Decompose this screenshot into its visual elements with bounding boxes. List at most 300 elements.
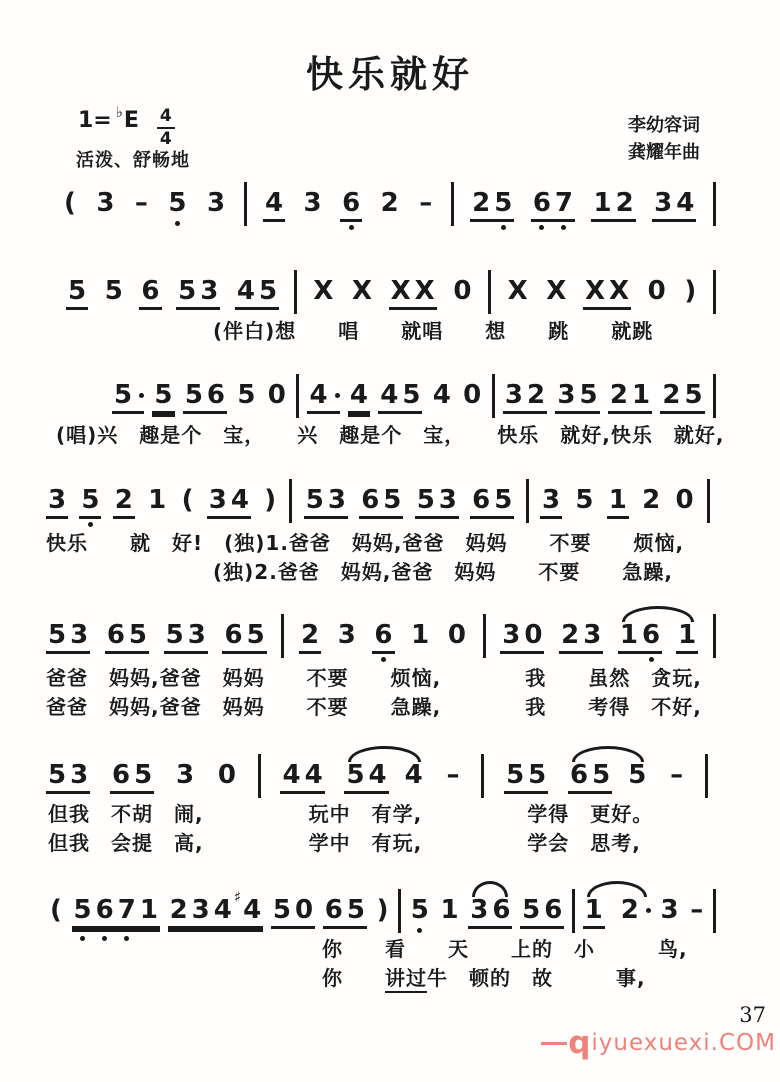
note-cell (340, 190, 362, 222)
lyric-line-verse1-b: 爸爸 妈妈,爸爸 妈妈 不要 烦恼, 我 虽然 贪玩, (46, 666, 702, 690)
note-char: 0 (647, 276, 666, 306)
note-cell (344, 762, 388, 794)
lyric-line-verse1-c: 但我 不胡 闹, 玩中 有学, 学得 更好。 (48, 802, 654, 826)
lyric-line-verse1-a: 快乐 就 好! (独)1.爸爸 妈妈,爸爸 妈妈 不要 烦恼, (46, 531, 685, 555)
note-char: 1 (584, 895, 603, 925)
key-letter: E (123, 108, 139, 133)
note-char: 2 (561, 620, 580, 650)
barline (294, 270, 297, 314)
note-char: 0 (453, 276, 472, 306)
note-char: 5 (346, 895, 365, 925)
note-char: 0 (524, 620, 543, 650)
note-cell (688, 897, 705, 926)
note-cell (263, 190, 285, 222)
note-char: 5 (165, 620, 184, 650)
lyric-line-spoken: (伴白)想 唱 就唱 想 跳 就跳 (213, 319, 654, 343)
note-char: ) (264, 485, 277, 515)
note-cell (166, 190, 188, 219)
note-char: 3 (438, 485, 457, 515)
note-char: 5 (168, 188, 187, 218)
watermark-initial: q (568, 1024, 592, 1061)
note-char: 6 (324, 895, 343, 925)
note-char: X (507, 276, 528, 306)
tie-group (568, 762, 648, 794)
note-char: 5 (528, 760, 547, 790)
note-cell (280, 762, 324, 794)
note-char: ) (684, 276, 697, 306)
note-cell (439, 897, 461, 926)
meter-numerator: 4 (157, 108, 175, 129)
note-char: – (670, 760, 684, 790)
lyric-underlined-segment: 讲过 (385, 966, 427, 993)
note-char: 0 (217, 760, 236, 790)
note-cell (470, 190, 514, 222)
note-cell (451, 278, 473, 307)
note-char: 5 (522, 895, 541, 925)
note-char: 1 (593, 188, 612, 218)
note-cell (544, 278, 568, 307)
barline (713, 374, 716, 418)
note-cell (409, 897, 431, 926)
note-cell (262, 487, 278, 516)
note-char: 5 (579, 380, 598, 410)
note-char: 5 (48, 760, 67, 790)
barline (289, 479, 292, 523)
barline (713, 182, 716, 226)
note-cell (445, 762, 462, 791)
note-cell (409, 622, 431, 651)
note-char: 3 (502, 620, 521, 650)
note-char: 1 (678, 620, 697, 650)
note-char: 1 (631, 380, 651, 410)
note-char: 5 (114, 380, 133, 410)
note-cell (299, 622, 321, 654)
note-char: 2 (662, 380, 681, 410)
note-char: – (134, 188, 148, 218)
note-char: 5 (383, 485, 402, 515)
note-char: 1 (608, 485, 627, 515)
note-char: 5 (48, 620, 67, 650)
note-char: 5 (68, 276, 87, 306)
lyric-line-sung: (唱)兴 趣是个 宝， 兴 趣是个 宝， 快乐 就好,快乐 就好, (56, 423, 725, 447)
augmentation-dot (139, 393, 144, 398)
note-char: 1 (440, 895, 459, 925)
note-char: – (446, 760, 460, 790)
note-char: 7 (554, 188, 574, 218)
barline (451, 182, 454, 226)
note-cell (470, 487, 514, 519)
note-cell (379, 190, 401, 219)
note-char: 2 (620, 895, 639, 925)
note-cell (72, 897, 160, 929)
lyric-line-verse1-d: 你 看 天 上的 小 鸟, (322, 937, 688, 961)
note-cell (113, 487, 135, 519)
note-char: 0 (447, 620, 466, 650)
barline (492, 374, 495, 418)
note-char: 5 (628, 760, 647, 790)
note-cell (46, 622, 90, 654)
note-cell (540, 487, 562, 519)
note-char: 2 (300, 620, 320, 650)
note-char: 0 (463, 380, 482, 410)
note-cell (235, 382, 257, 411)
note-char: 4 (349, 380, 368, 410)
note-cell (468, 897, 512, 929)
note-char: 3 (191, 895, 210, 925)
watermark-text: iyuexuexi.COM (591, 1030, 776, 1056)
note-char: 1 (619, 620, 639, 650)
time-signature (157, 108, 175, 148)
note-char: 3 (96, 188, 115, 218)
note-char: 2 (609, 380, 628, 410)
note-cell (378, 382, 422, 414)
note-cell (676, 622, 698, 654)
note-cell (520, 897, 564, 929)
note-cell (216, 762, 238, 791)
note-char: 4 (676, 188, 695, 218)
note-cell (403, 762, 425, 794)
note-cell (646, 278, 668, 307)
barline (707, 479, 710, 523)
note-cell (583, 278, 631, 310)
note-cell (618, 622, 662, 654)
lyric-segment: 你 (322, 966, 385, 990)
note-cell (79, 487, 101, 519)
note-cell (359, 487, 403, 519)
credits (628, 112, 700, 166)
note-cell (619, 897, 651, 929)
note-cell (461, 382, 483, 411)
note-char: 6 (472, 485, 491, 515)
tie-group (583, 897, 651, 929)
note-char: 3 (583, 620, 602, 650)
note-char: 3 (208, 485, 227, 515)
note-char: 3 (660, 895, 679, 925)
note-cell (607, 487, 629, 519)
augmentation-dot (335, 393, 340, 398)
note-char: 6 (224, 620, 243, 650)
note-cell (652, 190, 696, 222)
note-char: 5 (104, 276, 123, 306)
note-char: 5 (128, 620, 148, 650)
note-char: 3 (557, 380, 576, 410)
note-cell (504, 762, 548, 794)
note-char: 3 (303, 188, 322, 218)
barline (526, 479, 529, 523)
note-char: ( (50, 895, 62, 925)
note-char: 0 (267, 380, 286, 410)
note-char: 5 (494, 188, 513, 218)
barline (713, 889, 716, 933)
note-cell (573, 487, 595, 516)
note-cell (205, 190, 227, 219)
note-char: 2 (472, 188, 491, 218)
note-char: X (584, 276, 605, 306)
note-cell (103, 278, 125, 307)
note-cell (323, 897, 367, 929)
note-char: ( (181, 485, 194, 515)
note-cell (112, 382, 144, 414)
lyric-line-verse2-c: 但我 会提 高, 学中 有玩, 学会 思考, (48, 831, 641, 855)
page-title: 快乐就好 (306, 53, 474, 96)
tempo-marking: 活泼、舒畅地 (76, 150, 190, 171)
note-char: 4 (404, 760, 423, 790)
barline (296, 374, 299, 418)
note-char: 6 (374, 620, 393, 650)
music-line-7 (48, 888, 716, 929)
note-char: 6 (532, 188, 551, 218)
note-char: 5 (494, 485, 513, 515)
note-char: 4 (432, 380, 451, 410)
note-char: 0 (294, 895, 314, 925)
note-cell (46, 762, 90, 794)
barline (713, 270, 716, 314)
note-char: 5 (154, 380, 173, 410)
note-char: 5 (410, 895, 429, 925)
watermark-dash-icon (541, 1042, 567, 1045)
note-cell (660, 382, 704, 414)
note-cell (446, 622, 468, 651)
note-cell (674, 487, 696, 516)
note-cell (176, 278, 220, 310)
note-cell (336, 622, 358, 651)
note-cell (105, 622, 149, 654)
note-cell (626, 762, 648, 794)
note-cell (146, 487, 168, 516)
note-cell (46, 487, 68, 519)
barline (258, 754, 261, 798)
note-char: 5 (237, 380, 256, 410)
note-cell (568, 762, 612, 794)
note-char: 6 (642, 620, 661, 650)
note-cell (608, 382, 652, 414)
note-char: 3 (504, 380, 523, 410)
note-char: 4 (243, 895, 262, 925)
note-char: 1 (411, 620, 430, 650)
tie-group (618, 622, 698, 654)
note-char: 4 (213, 895, 232, 925)
note-char: 6 (206, 380, 225, 410)
note-cell (66, 278, 88, 310)
note-char: 2 (114, 485, 133, 515)
note-cell (389, 278, 437, 310)
note-cell (139, 278, 161, 310)
note-char: X (390, 276, 411, 306)
note-char: 0 (675, 485, 694, 515)
lyricist-credit: 李幼容词 (628, 115, 700, 136)
note-char: 3 (654, 188, 673, 218)
note-cell (266, 382, 288, 411)
note-cell (62, 190, 78, 219)
note-char: 3 (541, 485, 561, 515)
note-cell (133, 190, 150, 219)
note-cell (583, 897, 605, 929)
note-char: 6 (361, 485, 380, 515)
note-cell (640, 487, 662, 516)
note-char: 5 (272, 895, 291, 925)
note-char: 6 (111, 760, 131, 790)
note-char: 6 (544, 895, 563, 925)
note-cell (48, 897, 64, 926)
music-line-6 (46, 762, 708, 794)
note-char: 5 (184, 380, 203, 410)
page-number: 37 (739, 1003, 766, 1027)
note-cell (307, 382, 339, 414)
note-char: 4 (309, 380, 328, 410)
lyric-line-verse2-b: 爸爸 妈妈,爸爸 妈妈 不要 急躁, 我 考得 不好, (46, 695, 702, 719)
note-char: 5 (575, 485, 594, 515)
note-char: 2 (380, 188, 399, 218)
note-char: 5 (259, 276, 278, 306)
augmentation-dot (646, 908, 651, 913)
note-char: X (414, 276, 435, 306)
tie-group (468, 897, 512, 929)
barline (488, 270, 491, 314)
note-char: 3 (187, 620, 206, 650)
note-cell (500, 622, 544, 654)
note-char: 4 (230, 485, 249, 515)
watermark (541, 1024, 776, 1061)
composer-credit: 龚耀年曲 (628, 142, 700, 163)
note-char: 2 (642, 485, 661, 515)
note-cell (164, 622, 208, 654)
note-cell (417, 190, 434, 219)
note-char: X (546, 276, 567, 306)
note-char: 4 (264, 188, 284, 218)
barline (713, 614, 716, 658)
note-cell (222, 622, 266, 654)
note-char: 5 (81, 485, 100, 515)
note-char: X (313, 276, 334, 306)
note-char: X (351, 276, 373, 306)
note-char: X (609, 276, 630, 306)
note-char: 5 (73, 895, 92, 925)
note-char: ) (376, 895, 389, 925)
note-char: 2 (169, 895, 188, 925)
key-signature (78, 103, 175, 149)
note-cell (180, 487, 196, 516)
note-cell (168, 888, 264, 929)
note-char: 3 (337, 620, 356, 650)
note-cell (311, 278, 335, 307)
note-cell (555, 382, 599, 414)
note-cell (271, 897, 315, 929)
note-char: – (690, 895, 704, 925)
note-cell (658, 897, 680, 926)
barline (483, 614, 486, 658)
barline (705, 754, 708, 798)
note-char: 3 (206, 188, 226, 218)
music-line-3 (112, 382, 716, 414)
barline (572, 889, 575, 933)
tie-group (344, 762, 424, 794)
note-char: 1 (148, 485, 167, 515)
note-cell (531, 190, 575, 222)
note-char: 5 (684, 380, 703, 410)
note-cell (591, 190, 635, 222)
note-char: 5 (305, 485, 324, 515)
note-char: 3 (470, 895, 489, 925)
note-char: 3 (200, 276, 219, 306)
note-cell (174, 762, 196, 791)
music-line-1 (62, 190, 716, 222)
note-cell (110, 762, 154, 794)
meter-denominator: 4 (159, 129, 172, 149)
note-char: 4 (236, 276, 255, 306)
note-cell (348, 382, 370, 414)
note-char: 4 (380, 380, 399, 410)
music-line-2 (66, 278, 716, 310)
note-char: 5 (402, 380, 421, 410)
note-cell (207, 487, 251, 519)
note-cell (506, 278, 530, 307)
note-char: 6 (492, 895, 511, 925)
lyric-segment: 牛 顿的 故 事, (427, 966, 646, 990)
note-cell (94, 190, 116, 219)
note-char: 3 (48, 485, 67, 515)
note-char: 4 (282, 760, 301, 790)
sharp-icon: ♯ (233, 888, 242, 906)
music-line-4 (46, 487, 710, 519)
note-char: 1 (139, 895, 158, 925)
note-char: 5 (134, 760, 153, 790)
note-char: 5 (346, 760, 365, 790)
note-cell (350, 278, 374, 307)
note-char: 5 (178, 276, 197, 306)
barline (244, 182, 247, 226)
note-cell (668, 762, 685, 791)
note-char: 3 (70, 620, 89, 650)
note-char: – (419, 188, 433, 218)
barline (398, 889, 401, 933)
note-char: 4 (304, 760, 323, 790)
note-char: 2 (526, 380, 546, 410)
note-char: 3 (175, 760, 195, 790)
note-cell (559, 622, 603, 654)
note-char: 7 (117, 895, 136, 925)
lyric-line-verse2-a: (独)2.爸爸 妈妈,爸爸 妈妈 不要 急躁, (213, 560, 673, 584)
note-char: 2 (615, 188, 634, 218)
note-char: 5 (416, 485, 435, 515)
note-cell (503, 382, 547, 414)
note-char: 6 (570, 760, 589, 790)
note-cell (682, 278, 698, 307)
note-char: 6 (95, 895, 114, 925)
note-char: 5 (506, 760, 525, 790)
lyric-line-verse2-d (322, 962, 646, 991)
note-cell (431, 382, 453, 411)
note-cell (183, 382, 227, 414)
barline (281, 614, 284, 658)
note-char: 5 (246, 620, 265, 650)
note-char: ( (64, 188, 76, 218)
note-cell (375, 897, 391, 926)
note-char: 5 (592, 760, 611, 790)
note-cell (152, 382, 174, 414)
note-char: 6 (342, 188, 361, 218)
note-char: 3 (327, 485, 346, 515)
note-char: 6 (106, 620, 125, 650)
music-line-5 (46, 622, 716, 654)
barline (481, 754, 484, 798)
note-char: 3 (70, 760, 89, 790)
key-prefix: 1= (78, 108, 112, 133)
flat-icon: ♭ (115, 103, 123, 121)
note-char: 4 (368, 760, 387, 790)
note-cell (235, 278, 279, 310)
note-cell (372, 622, 394, 654)
note-char: 6 (141, 276, 160, 306)
